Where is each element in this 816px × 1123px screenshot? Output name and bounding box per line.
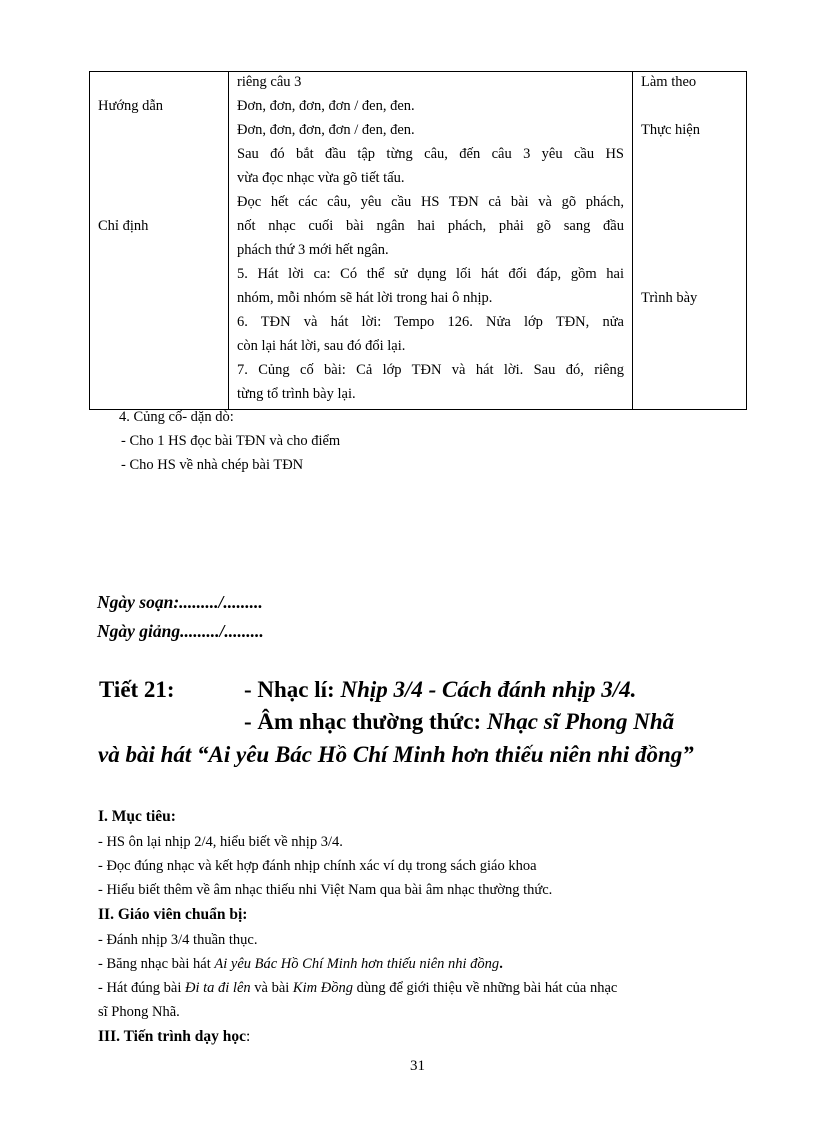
process-heading-text: III. Tiến trình dạy học — [98, 1028, 247, 1045]
table-cell-text: từng tổ trình bày lại. — [237, 386, 356, 402]
preparation-text: - Hát đúng bài — [98, 980, 185, 996]
preparation-text: - Băng nhạc bài hát — [98, 956, 215, 972]
preparation-item — [98, 980, 617, 997]
preparation-item — [98, 956, 503, 973]
song-title: Đi ta đi lên — [184, 980, 251, 996]
preparation-text: dùng để giới thiệu về những bài hát của nhạc — [352, 980, 618, 996]
objective-item: - HS ôn lại nhịp 2/4, hiểu biết về nhịp 3/4. — [98, 834, 343, 850]
preparation-text: và bài — [250, 980, 293, 996]
page-number: 31 — [410, 1058, 425, 1074]
table-cell-text: 5. Hát lời ca: Có thể sử dụng lối hát đối đáp, gồm hai — [237, 266, 624, 282]
table-cell-text: Đơn, đơn, đơn, đơn / đen, đen. — [237, 122, 415, 138]
date-prepared: Ngày soạn:........./......... — [97, 592, 263, 612]
table-cell-text: 7. Củng cố bài: Cả lớp TĐN và hát lời. Sau đó, riêng — [237, 362, 624, 378]
table-cell-text: Trình bày — [641, 290, 698, 306]
song-title: Kim Đồng — [292, 980, 353, 996]
lesson-topic-2 — [244, 709, 674, 735]
table-cell-text: nốt nhạc cuối bài ngân hai phách, phải gõ sang đầu — [237, 218, 624, 234]
consolidation-heading: 4. Củng cố- dặn dò: — [119, 409, 234, 425]
lesson-topic-1 — [244, 677, 636, 703]
table-col-student-action — [633, 72, 747, 410]
table-cell-text: Làm theo — [641, 74, 697, 90]
preparation-item: - Đánh nhịp 3/4 thuần thục. — [98, 932, 258, 948]
song-title: Ai yêu Bác Hồ Chí Minh hơn thiếu niên nhi đồng — [214, 956, 500, 972]
lesson-topic-1-title: Nhịp 3/4 - Cách đánh nhịp 3/4. — [340, 677, 637, 702]
table-cell-text: Hướng dẫn — [98, 98, 164, 114]
table-cell-text: Sau đó bắt đầu tập từng câu, đến câu 3 yêu cầu HS — [237, 146, 624, 162]
date-taught: Ngày giảng........./......... — [97, 621, 264, 641]
table-cell-text: Thực hiện — [641, 122, 700, 138]
table-cell-text: riêng câu 3 — [237, 74, 302, 90]
objective-item: - Hiểu biết thêm về âm nhạc thiếu nhi Việt Nam qua bài âm nhạc thường thức. — [98, 882, 553, 898]
preparation-text: . — [499, 956, 503, 972]
process-heading-colon: : — [246, 1028, 251, 1045]
table-cell-text: nhóm, mỗi nhóm sẽ hát lời trong hai ô nhịp. — [237, 290, 493, 306]
table-cell-text: vừa đọc nhạc vừa gõ tiết tấu. — [237, 170, 405, 186]
consolidation-item: - Cho HS về nhà chép bài TĐN — [121, 457, 304, 473]
table-col-teacher-action — [90, 72, 229, 410]
lesson-activity-table — [89, 71, 747, 410]
lesson-topic-2-title: Nhạc sĩ Phong Nhã — [486, 709, 675, 734]
preparation-heading: II. Giáo viên chuẩn bị: — [98, 906, 248, 923]
table-cell-text: Đọc hết các câu, yêu cầu HS TĐN cả bài và gõ phách, — [237, 194, 624, 210]
table-cell-text: phách thứ 3 mới hết ngân. — [237, 242, 389, 258]
objective-item: - Đọc đúng nhạc và kết hợp đánh nhịp chính xác ví dụ trong sách giáo khoa — [98, 858, 537, 874]
table-cell-text: còn lại hát lời, sau đó đổi lại. — [237, 338, 406, 354]
table-cell-text: Chỉ định — [98, 218, 149, 234]
objectives-heading: I. Mục tiêu: — [98, 808, 176, 825]
table-cell-text: 6. TĐN và hát lời: Tempo 126. Nửa lớp TĐN, nửa — [237, 314, 624, 330]
preparation-item: sĩ Phong Nhã. — [98, 1004, 180, 1020]
lesson-topic-2-prefix: - Âm nhạc thường thức: — [244, 709, 487, 734]
table-col-content — [229, 72, 633, 410]
lesson-number: Tiết 21: — [99, 677, 175, 702]
lesson-topic-1-prefix: - Nhạc lí: — [244, 677, 341, 702]
lesson-topic-3: và bài hát “Ai yêu Bác Hồ Chí Minh hơn thiếu niên nhi đồng” — [98, 742, 694, 767]
process-heading — [98, 1028, 250, 1046]
consolidation-item: - Cho 1 HS đọc bài TĐN và cho điểm — [121, 433, 341, 449]
table-cell-text: Đơn, đơn, đơn, đơn / đen, đen. — [237, 98, 415, 114]
